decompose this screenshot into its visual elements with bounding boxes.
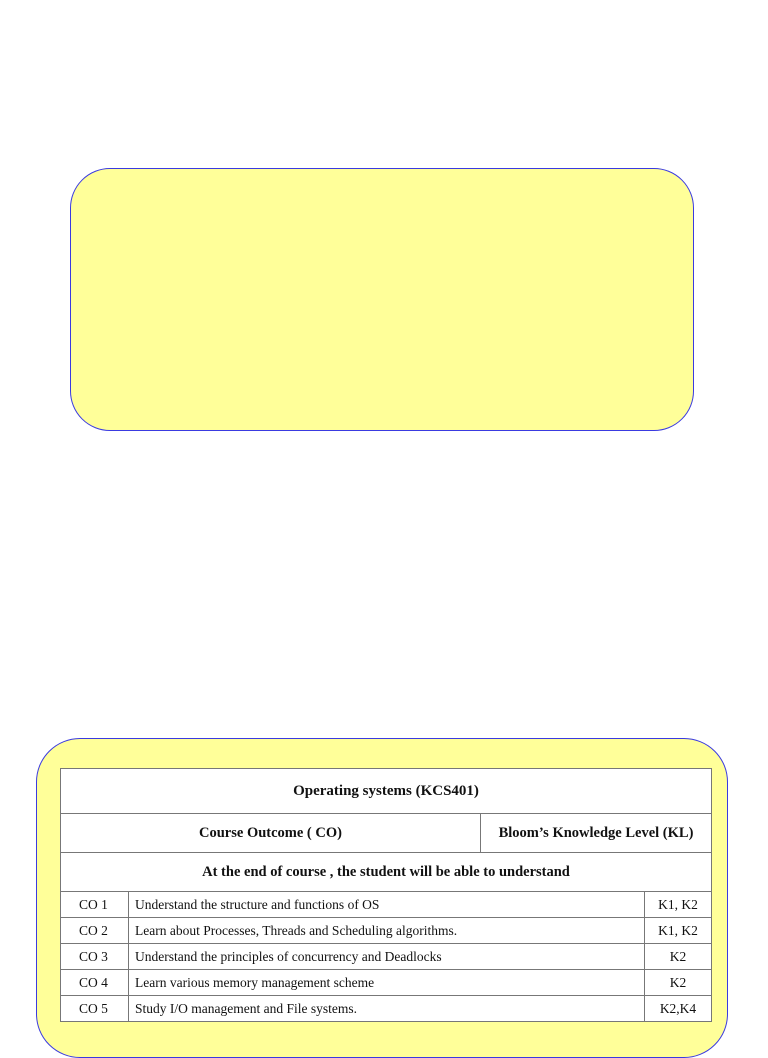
co-knowledge-level: K2 bbox=[645, 970, 712, 996]
header-knowledge-level: Bloom’s Knowledge Level (KL) bbox=[481, 814, 712, 853]
co-knowledge-level: K1, K2 bbox=[645, 892, 712, 918]
table-intro-row bbox=[61, 853, 712, 892]
table-row bbox=[61, 918, 712, 944]
empty-callout-box bbox=[70, 168, 694, 431]
co-id: CO 4 bbox=[61, 970, 129, 996]
header-course-outcome: Course Outcome ( CO) bbox=[61, 814, 481, 853]
table-row bbox=[61, 970, 712, 996]
co-description: Learn various memory management scheme bbox=[129, 970, 645, 996]
co-id: CO 2 bbox=[61, 918, 129, 944]
co-knowledge-level: K1, K2 bbox=[645, 918, 712, 944]
table-row bbox=[61, 996, 712, 1022]
table-title: Operating systems (KCS401) bbox=[61, 769, 712, 814]
table-header-row bbox=[61, 814, 712, 853]
co-knowledge-level: K2,K4 bbox=[645, 996, 712, 1022]
co-id: CO 1 bbox=[61, 892, 129, 918]
course-outcome-table bbox=[60, 768, 712, 1022]
co-description: Understand the principles of concurrency and Deadlocks bbox=[129, 944, 645, 970]
table-row bbox=[61, 892, 712, 918]
co-description: Learn about Processes, Threads and Scheduling algorithms. bbox=[129, 918, 645, 944]
table-title-row bbox=[61, 769, 712, 814]
co-description: Study I/O management and File systems. bbox=[129, 996, 645, 1022]
co-id: CO 3 bbox=[61, 944, 129, 970]
table-row bbox=[61, 944, 712, 970]
co-description: Understand the structure and functions of OS bbox=[129, 892, 645, 918]
co-id: CO 5 bbox=[61, 996, 129, 1022]
table-intro-text: At the end of course , the student will be able to understand bbox=[61, 853, 712, 892]
co-knowledge-level: K2 bbox=[645, 944, 712, 970]
